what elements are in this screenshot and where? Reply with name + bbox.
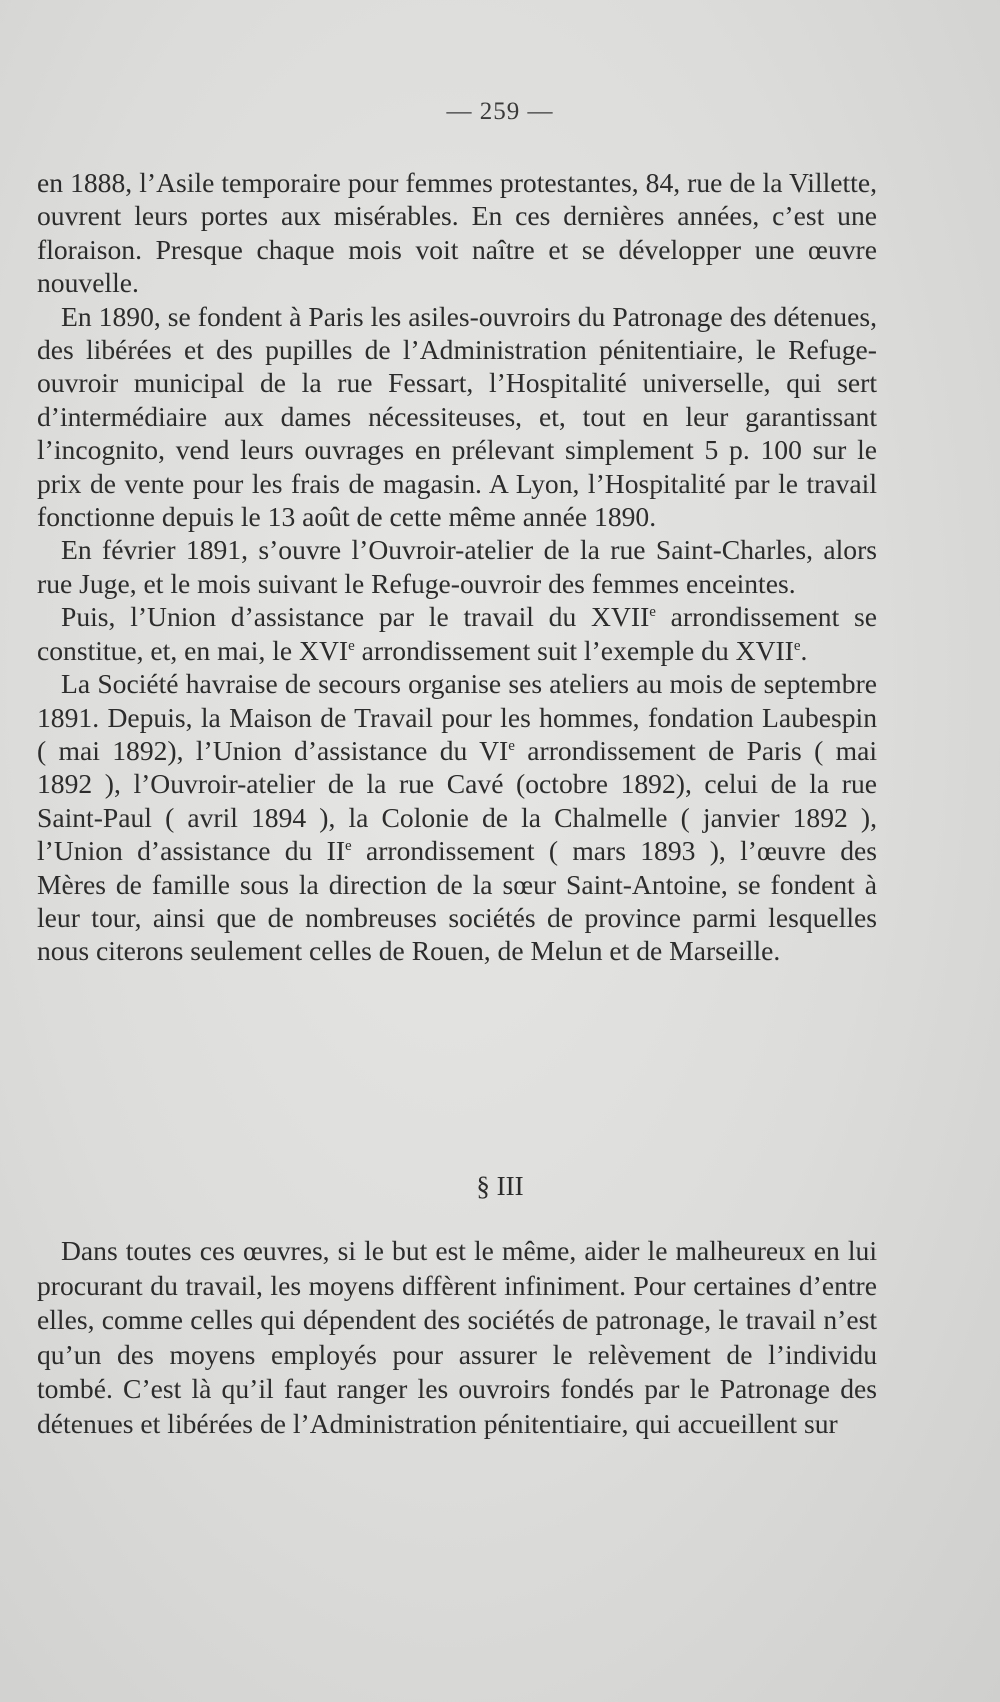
body-text (37, 166, 877, 968)
paragraph-1: en 1888, l’Asile temporaire pour femmes protestantes, 84, rue de la Villette, ouvrent leurs portes aux misérables. En ces dernières années, c’est une floraison. Presque chaque mois voit naître et se développer une œuvre nouvelle. (37, 167, 877, 299)
paragraph-2: En 1890, se fondent à Paris les asiles-ouvroirs du Patronage des détenues, des libérées et des pupilles de l’Administration pénitentiaire, le Refuge-ouvroir municipal de la rue Fessart, l’Hospitalité universelle, qui sert d’intermédiaire aux dames nécessiteuses, et, tout en leur garantissant l’incognito, vend leurs ouvrages en prélevant simplement 5 p. 100 sur le prix de vente pour les frais de magasin. A Lyon, l’Hospitalité par le travail fonctionne depuis le 13 août de cette même année 1890. (37, 300, 877, 533)
superscript: e (793, 637, 801, 654)
text-run: arrondissement ( mars 1893 ), l’œuvre des Mères de famille sous la direction de la sœur Saint-Antoine, se fondent à leur tour, ainsi que de nombreuses sociétés de province parmi lesquelles nous citerons seulement celles de Rouen, de Melun et de Marseille. (37, 835, 877, 967)
text-run: La Société havraise de secours organise ses ateliers au mois de septembre 1891. Depuis, la Maison de Travail pour les hommes, fondation Laubespin ( mai 1892), l’Union d’assistance du VI (37, 668, 877, 766)
text-run: arrondissement se constitue, et, en mai, le XVI (37, 601, 877, 666)
text-run: Puis, l’Union d’assistance par le travail du XVII (61, 601, 650, 633)
paragraph-5 (37, 667, 877, 968)
section-body-text (37, 1234, 877, 1441)
superscript: e (508, 737, 515, 754)
superscript: e (345, 837, 352, 854)
text-run: . (800, 634, 808, 666)
text-run: arrondissement suit l’exemple du XVII (354, 634, 794, 666)
superscript: e (649, 604, 656, 621)
text-run: arrondissement de Paris ( mai 1892 ), l’Ouvroir-atelier de la rue Cavé (octobre 1892), celui de la rue Saint-Paul ( avril 1894 ), la Colonie de la Chalmelle ( janvier 1892 ), l’Union d’assistance du II (37, 734, 877, 867)
page-number: — 259 — (446, 98, 554, 125)
section-heading: § III (476, 1171, 524, 1201)
paragraph-4 (37, 600, 877, 667)
paragraph-6: Dans toutes ces œuvres, si le but est le même, aider le malheureux en lui procurant du travail, les moyens diffèrent infiniment. Pour certaines d’entre elles, comme celles qui dépendent des sociétés de patronage, le travail n’est qu’un des moyens employés pour assurer le relèvement de l’individu tombé. C’est là qu’il faut ranger les ouvroirs fondés par le Patronage des détenues et libérées de l’Administration pénitentiaire, qui accueillent sur (37, 1235, 877, 1439)
superscript: e (348, 637, 355, 654)
paragraph-3: En février 1891, s’ouvre l’Ouvroir-atelier de la rue Saint-Charles, alors rue Juge, et le mois suivant le Refuge-ouvroir des femmes enceintes. (37, 534, 877, 599)
